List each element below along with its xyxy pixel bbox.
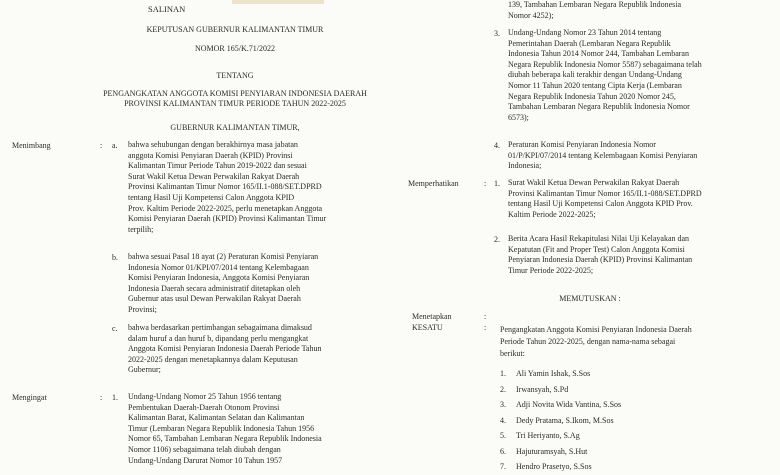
text-line: Komisi Penyiaran Daerah (KPID) Provinsi Kalimantan Timur <box>128 214 327 224</box>
text-line: Pembentukan Daerah-Daerah Otonom Provinsi <box>128 402 280 412</box>
text-line: Indonesia Nomor 01/KPI/07/2014 tentang Kelembagaan <box>128 262 309 272</box>
member-list-item <box>500 428 760 444</box>
mengingat-label: Mengingat <box>12 393 47 402</box>
text-line: Periode Tahun 2022-2025, dengan nama-nama sebagai <box>500 337 676 346</box>
text-line: terpilih; <box>128 224 154 234</box>
kesatu-text <box>500 324 766 360</box>
member-list-item <box>500 366 760 382</box>
member-list-item <box>500 459 760 475</box>
text-line: Indonesia Tahun 2014 Nomor 244, Tambahan Lembaran <box>508 49 689 59</box>
text-line: Komisi Penyiaran Indonesia, Anggota Komisi Penyiaran <box>128 273 310 283</box>
text-line: tentang Hasil Uji Kompetensi Calon Anggota KPID Prov. <box>508 199 693 209</box>
legal-basis-4-text <box>508 140 766 172</box>
text-line: Surat Wakil Ketua Dewan Perwakilan Rakyat Daerah <box>508 178 680 187</box>
text-line: Anggota Komisi Penyiaran Indonesia Daerah Periode Tahun <box>128 344 322 354</box>
text-line: dalam huruf a dan huruf b, dipandang perlu mengangkat <box>128 333 309 343</box>
text-line: Peraturan Komisi Penyiaran Indonesia Nomor <box>508 140 656 149</box>
member-number: 5. <box>500 431 506 440</box>
kesatu-label: KESATU <box>412 323 443 332</box>
text-line: Penyiaran Indonesia Daerah (KPID) Provinsi Kalimantan <box>508 255 693 265</box>
text-line: 01/P/KPI/07/2014 tentang Kelembagaan Komisi Penyiaran <box>508 150 698 160</box>
observation-2-text <box>508 234 766 276</box>
text-line: Kalimantan Timur Periode Tahun 2019-2022 dan sesuai <box>128 161 307 171</box>
tentang-label: TENTANG <box>216 71 254 80</box>
menimbang-colon: : <box>100 141 103 150</box>
member-name: Hajuturamsyah, S.Hut <box>516 446 588 456</box>
text-line: Gubernur atas usul Dewan Perwakilan Rakyat Daerah <box>128 294 301 304</box>
legal-basis-2-tail <box>508 0 766 21</box>
text-line: Pemerintahan Daerah (Lembaran Negara Republik <box>508 38 671 48</box>
kesatu-colon: : <box>484 323 487 332</box>
salinan-label: SALINAN <box>148 4 186 14</box>
text-line: bahwa sesuai Pasal 18 ayat (2) Peraturan Komisi Penyiaran <box>128 252 319 261</box>
text-line: Prov. Kaltim Periode 2022-2025, perlu menetapkan Anggota <box>128 203 323 213</box>
text-line: bahwa sehubungan dengan berakhirnya masa jabatan <box>128 140 298 149</box>
text-line: 2022-2025 dengan menetapkannya dalam Keputusan <box>128 354 298 364</box>
text-line: Nomor 4252); <box>508 10 554 20</box>
legal-basis-1-marker: 1. <box>112 393 118 402</box>
decree-subject-line-1: PENGANGKATAN ANGGOTA KOMISI PENYIARAN INDONESIA DAERAH <box>103 89 367 98</box>
mengingat-colon: : <box>100 393 103 402</box>
memperhatikan-label: Memperhatikan <box>408 179 459 188</box>
observation-1-marker: 1. <box>494 179 500 188</box>
legal-basis-3-text <box>508 28 766 123</box>
member-number: 1. <box>500 369 506 378</box>
member-list-item <box>500 444 760 460</box>
header-stamp-mark <box>232 0 324 4</box>
decree-subject-line-2: PROVINSI KALIMANTAN TIMUR PERIODE TAHUN 2022-2025 <box>124 99 346 108</box>
legal-basis-4-marker: 4. <box>494 141 500 150</box>
text-line: Nomor 65, Tambahan Lembaran Negara Republik Indonesia <box>128 434 322 444</box>
text-line: Berita Acara Hasil Rekapitulasi Nilai Uji Kelayakan dan <box>508 234 690 243</box>
text-line: Kalimantan Barat, Kalimantan Selatan dan Kalimantan <box>128 413 305 423</box>
consideration-c-text <box>128 323 378 376</box>
memperhatikan-colon: : <box>484 179 487 188</box>
text-line: Kaltim Periode 2022-2025; <box>508 209 596 219</box>
member-name: Dedy Pratama, S.Ikom, M.Sos <box>516 415 614 425</box>
member-number: 2. <box>500 384 506 394</box>
text-line: Timur Periode 2022-2025; <box>508 265 594 275</box>
member-name: Hendro Prasetyo, S.Sos <box>516 462 592 471</box>
text-line: 6573); <box>508 112 529 122</box>
text-line: berikut: <box>500 349 525 358</box>
observation-2-marker: 2. <box>494 235 500 244</box>
text-line: 139, Tambahan Lembaran Negara Republik Indonesia <box>508 0 682 9</box>
text-line: Provinsi Kalimantan Timur Nomor 165/II.1-088/SET.DPRD <box>128 182 322 192</box>
text-line: Undang-Undang Darurat Nomor 10 Tahun 1957 <box>128 455 283 465</box>
member-list-item <box>500 382 760 398</box>
text-line: Undang-Undang Nomor 25 Tahun 1956 tentang <box>128 392 282 401</box>
text-line: Surat Wakil Ketua Dewan Perwakilan Rakyat Daerah <box>128 171 300 181</box>
member-number: 7. <box>500 462 506 471</box>
consideration-a-text <box>128 140 378 235</box>
legal-basis-3-marker: 3. <box>494 29 500 38</box>
member-list-item <box>500 397 760 413</box>
menetapkan-colon: : <box>484 312 487 321</box>
text-line: Timur (Lembaran Negara Republik Indonesia Tahun 1956 <box>128 423 315 433</box>
text-line: Negara Republik Indonesia Nomor 5587) sebagaimana telah <box>508 59 702 69</box>
text-line: Tambahan Lembaran Negara Republik Indonesia Nomor <box>508 102 690 112</box>
governor-heading: GUBERNUR KALIMANTAN TIMUR, <box>170 123 300 132</box>
consideration-b-text <box>128 252 378 316</box>
text-line: tentang Hasil Uji Kompetensi Calon Anggota KPID <box>128 192 295 202</box>
text-line: Indonesia Daerah secara administratif ditetapkan oleh <box>128 283 301 293</box>
member-name: Ali Yamin Ishak, S.Sos <box>516 369 591 378</box>
text-line: Negara Republik Indonesia Tahun 2020 Nomor 245, <box>508 91 676 101</box>
memutuskan-heading: MEMUTUSKAN : <box>559 294 621 303</box>
text-line: Kepatutan (Fit and Proper Test) Calon Anggota Komisi <box>508 244 685 254</box>
decree-number: NOMOR 165/K.71/2022 <box>194 44 275 53</box>
menetapkan-label: Menetapkan <box>412 312 452 321</box>
decree-title: KEPUTUSAN GUBERNUR KALIMANTAN TIMUR <box>146 25 324 34</box>
observation-1-text <box>508 178 766 220</box>
text-line: Provinsi Kalimantan Timur Nomor 165/II.1-088/SET.DPRD <box>508 188 702 198</box>
member-name: Tri Heriyanto, S.Ag <box>516 431 580 440</box>
text-line: anggota Komisi Penyiaran Daerah (KPID) Provinsi <box>128 150 293 160</box>
text-line: Provinsi; <box>128 304 157 314</box>
member-name: Adji Novita Wida Vantina, S.Sos <box>516 400 622 409</box>
consideration-a-marker: a. <box>112 141 118 150</box>
text-line: Nomor 1106) sebagaimana telah diubah dengan <box>128 444 281 454</box>
text-line: bahwa berdasarkan pertimbangan sebagaimana dimaksud <box>128 323 312 332</box>
member-number: 3. <box>500 400 506 409</box>
menimbang-label: Menimbang <box>12 141 51 150</box>
member-number: 4. <box>500 415 506 425</box>
consideration-c-marker: c. <box>112 324 118 333</box>
text-line: Pengangkatan Anggota Komisi Penyiaran Indonesia Daerah <box>500 325 692 334</box>
text-line: Nomor 11 Tahun 2020 tentang Cipta Kerja (Lembaran <box>508 80 682 90</box>
legal-basis-1-text <box>128 392 378 466</box>
member-list-item <box>500 413 760 429</box>
text-line: Gubernur; <box>128 365 161 375</box>
member-number: 6. <box>500 446 506 456</box>
member-list <box>500 366 760 475</box>
text-line: diubah beberapa kali terakhir dengan Undang-Undang <box>508 70 682 80</box>
member-name: Irwansyah, S.Pd <box>516 384 569 394</box>
text-line: Indonesia; <box>508 161 542 171</box>
text-line: Undang-Undang Nomor 23 Tahun 2014 tentang <box>508 28 662 37</box>
consideration-b-marker: b. <box>112 253 118 262</box>
